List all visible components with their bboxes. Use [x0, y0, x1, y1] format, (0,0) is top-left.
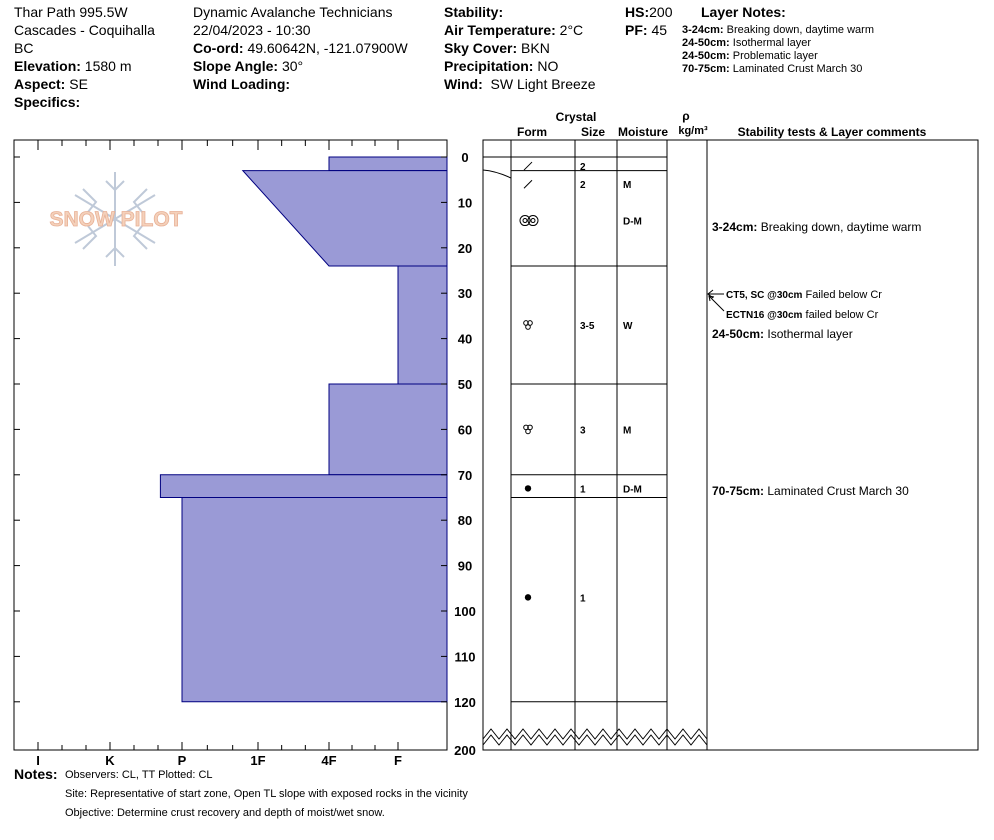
depth-tick-label: 10 — [457, 195, 473, 211]
slope-label: Slope Angle: — [193, 58, 279, 74]
layer-notes-title: Layer Notes: — [701, 4, 786, 20]
layer-note-3: 24-50cm: Problematic layer — [682, 50, 818, 62]
depth-tick-label: 100 — [454, 604, 476, 619]
layer-comment-depth: 24-50cm: — [712, 327, 765, 341]
pf-value: 45 — [651, 22, 668, 38]
layer-comment-depth: 3-24cm: — [712, 220, 758, 234]
stability-test-text: Failed below Cr — [802, 289, 882, 301]
layer-note-1: 3-24cm: Breaking down, daytime warm — [682, 24, 874, 36]
grain-form-dot — [525, 594, 531, 600]
wind-label: Wind: — [444, 76, 483, 92]
pf-label: PF: — [625, 22, 648, 38]
aspect-label: Aspect: — [14, 76, 66, 92]
grain-size: 2 — [580, 162, 586, 174]
depth-tick-label: 70 — [457, 467, 473, 483]
grain-size: 2 — [580, 180, 586, 192]
depth-tick-label: 40 — [457, 331, 473, 347]
slope-value: 30° — [281, 58, 304, 74]
stability-test — [726, 309, 879, 321]
notes-observers: Observers: CL, TT Plotted: CL — [65, 769, 213, 781]
hardness-layer — [398, 266, 447, 384]
layer-comment — [712, 484, 909, 498]
stability-test-label: CT5, SC @30cm — [726, 290, 803, 301]
hardness-layer — [182, 498, 447, 702]
stability-test — [726, 289, 882, 301]
coord-label: Co-ord: — [193, 40, 244, 56]
layer-comment-text: Breaking down, daytime warm — [757, 220, 922, 234]
depth-tick-label: 50 — [457, 377, 473, 392]
hardness-tick-label: K — [105, 753, 115, 768]
air-temp-value: 2°C — [559, 22, 584, 38]
grain-moisture: W — [623, 320, 633, 332]
density-unit-header: kg/m³ — [678, 125, 708, 137]
hardness-tick-label: 1F — [250, 753, 266, 768]
crystal-header: Crystal — [555, 110, 597, 124]
stability-test-text: failed below Cr — [802, 309, 879, 321]
location-name: Thar Path 995.5W — [14, 4, 128, 20]
precip-value: NO — [537, 58, 559, 74]
sky-value: BKN — [521, 40, 550, 56]
elevation-label: Elevation: — [14, 58, 81, 74]
comments-header: Stability tests & Layer comments — [737, 125, 927, 139]
depth-tick-label: 110 — [454, 649, 476, 665]
grain-form-dot — [525, 485, 531, 491]
notes-objective: Objective: Determine crust recovery and depth of moist/wet snow. — [65, 807, 385, 819]
layer-note-4: 70-75cm: Laminated Crust March 30 — [682, 63, 863, 75]
notes-site: Site: Representative of start zone, Open TL slope with exposed rocks in the vicinity — [65, 788, 468, 800]
depth-tick-label: 30 — [457, 286, 473, 302]
organization: Dynamic Avalanche Technicians — [193, 4, 393, 20]
watermark-text: SNOW PILOT — [49, 208, 183, 231]
grain-moisture: D-M — [623, 216, 642, 228]
observation-datetime: 22/04/2023 - 10:30 — [193, 22, 311, 38]
hardness-layer — [329, 157, 447, 171]
notes-label: Notes: — [14, 766, 58, 782]
stability-label: Stability: — [444, 4, 504, 20]
depth-tick-label: 0 — [461, 150, 469, 165]
depth-tick-label: 200 — [454, 743, 476, 758]
depth-tick-label: 80 — [457, 513, 473, 529]
precip-label: Precipitation: — [444, 58, 534, 74]
hardness-tick-label: P — [177, 753, 187, 768]
layer-comment — [712, 327, 853, 341]
depth-tick-label: 90 — [457, 558, 473, 574]
stability-test-label: ECTN16 @30cm — [726, 310, 803, 321]
location-province: BC — [14, 40, 34, 56]
form-header: Form — [517, 125, 547, 139]
air-temp-label: Air Temperature: — [444, 22, 556, 38]
hardness-tick-label: I — [36, 753, 40, 768]
depth-tick-label: 60 — [457, 422, 473, 438]
layer-comment-text: Isothermal layer — [764, 327, 853, 341]
hardness-layer — [160, 475, 447, 498]
rho-header: ρ — [682, 109, 690, 123]
layer-comment-depth: 70-75cm: — [712, 484, 765, 498]
grain-size: 3 — [580, 425, 586, 437]
layer-comment-text: Laminated Crust March 30 — [764, 484, 909, 498]
hs-label: HS: — [625, 4, 650, 20]
grain-size: 1 — [580, 593, 586, 605]
depth-tick-label: 120 — [454, 694, 476, 710]
layer-comment — [712, 220, 921, 234]
hs-value: 200 — [649, 4, 673, 20]
sky-label: Sky Cover: — [444, 40, 518, 56]
moisture-header: Moisture — [617, 125, 669, 139]
grain-moisture: D-M — [623, 484, 642, 496]
depth-tick-label: 20 — [457, 240, 473, 256]
specifics-label: Specifics: — [14, 94, 81, 110]
hardness-layer — [329, 384, 447, 475]
layer-note-2: 24-50cm: Isothermal layer — [682, 37, 812, 49]
size-header: Size — [580, 125, 606, 139]
elevation-value: 1580 m — [84, 58, 132, 74]
grain-moisture: M — [623, 180, 632, 192]
wind-value: SW Light Breeze — [490, 76, 596, 92]
grain-size: 1 — [580, 484, 586, 496]
aspect-value: SE — [69, 76, 88, 92]
location-region: Cascades - Coquihalla — [14, 22, 155, 38]
hardness-tick-label: 4F — [321, 753, 337, 768]
coord-value: 49.60642N, -121.07900W — [247, 40, 408, 56]
wind-loading-label: Wind Loading: — [193, 76, 291, 92]
grain-moisture: M — [623, 425, 632, 437]
grain-size: 3-5 — [580, 320, 595, 332]
hardness-tick-label: F — [394, 753, 402, 768]
